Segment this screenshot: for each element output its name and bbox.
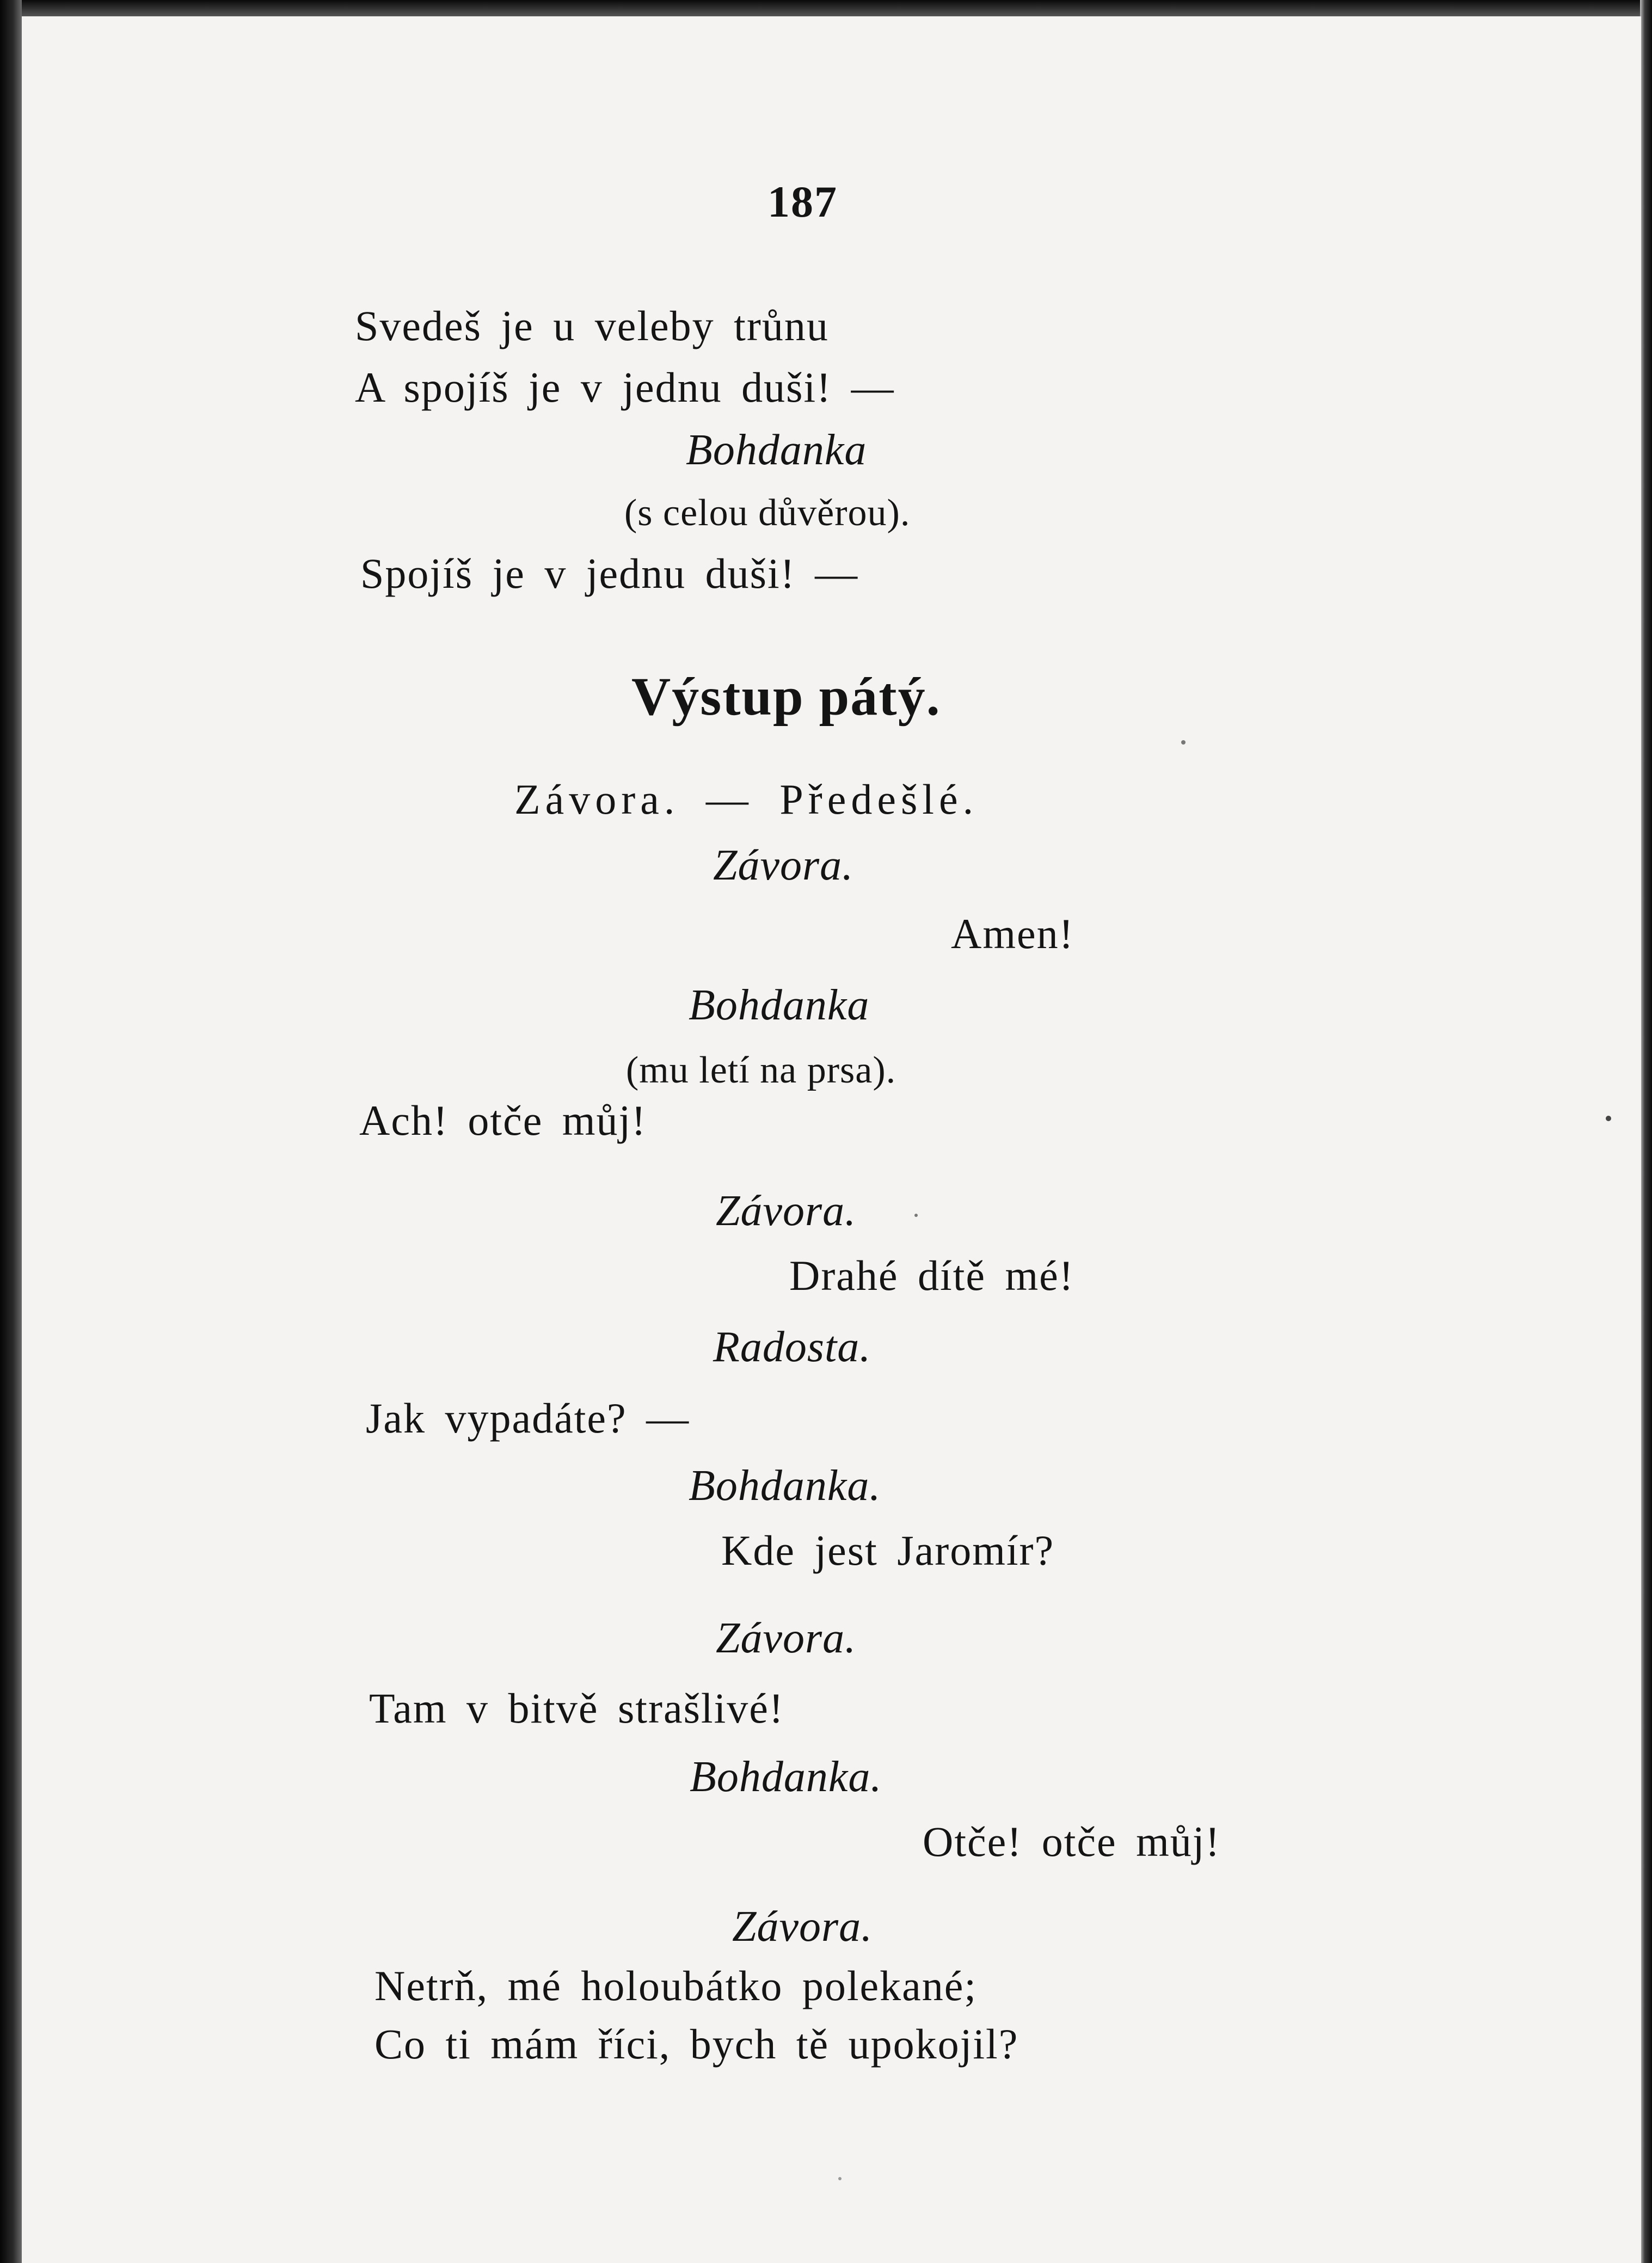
stage-direction: (s celou důvěrou). <box>624 492 911 534</box>
verse-line: A spojíš je v jednu duši! — <box>355 364 895 411</box>
speaker-name: Bohdanka <box>686 426 867 474</box>
verse-line: Spojíš je v jednu duši! — <box>360 550 859 597</box>
book-page <box>22 16 1641 2263</box>
speaker-name: Bohdanka <box>689 981 870 1029</box>
verse-line: Jak vypadáte? — <box>366 1394 690 1442</box>
scene-heading: Výstup pátý. <box>631 666 941 727</box>
scan-edge-right <box>1640 0 1652 2263</box>
verse-line: Co ti mám říci, bych tě upokojil? <box>374 2020 1019 2068</box>
verse-line: Ach! otče můj! <box>359 1097 647 1144</box>
verse-line: Amen! <box>951 910 1074 957</box>
stage-direction: (mu letí na prsa). <box>626 1049 896 1091</box>
verse-line: Otče! otče můj! <box>923 1818 1221 1865</box>
speaker-name: Závora. <box>716 1614 857 1662</box>
paper-speck <box>1606 1116 1611 1121</box>
scene-characters: Závora. — Předešlé. <box>514 776 979 823</box>
scan-edge-top <box>0 0 1652 16</box>
speaker-name: Závora. <box>732 1903 873 1951</box>
scan-edge-left <box>0 0 22 2263</box>
speaker-name: Bohdanka. <box>690 1753 882 1801</box>
verse-line: Drahé dítě mé! <box>789 1252 1074 1299</box>
speaker-name: Závora. <box>713 841 854 889</box>
paper-speck <box>1181 740 1186 745</box>
verse-line: Tam v bitvě strašlivé! <box>369 1684 784 1732</box>
speaker-name: Bohdanka. <box>689 1462 881 1510</box>
page-number: 187 <box>767 177 838 226</box>
speaker-name: Závora. <box>716 1187 857 1235</box>
speaker-name: Radosta. <box>713 1323 871 1371</box>
paper-speck <box>914 1214 918 1217</box>
verse-line: Netrň, mé holoubátko polekané; <box>374 1962 978 2009</box>
paper-speck <box>838 2177 842 2180</box>
verse-line: Kde jest Jaromír? <box>721 1527 1055 1574</box>
verse-line: Svedeš je u veleby trůnu <box>355 302 829 349</box>
